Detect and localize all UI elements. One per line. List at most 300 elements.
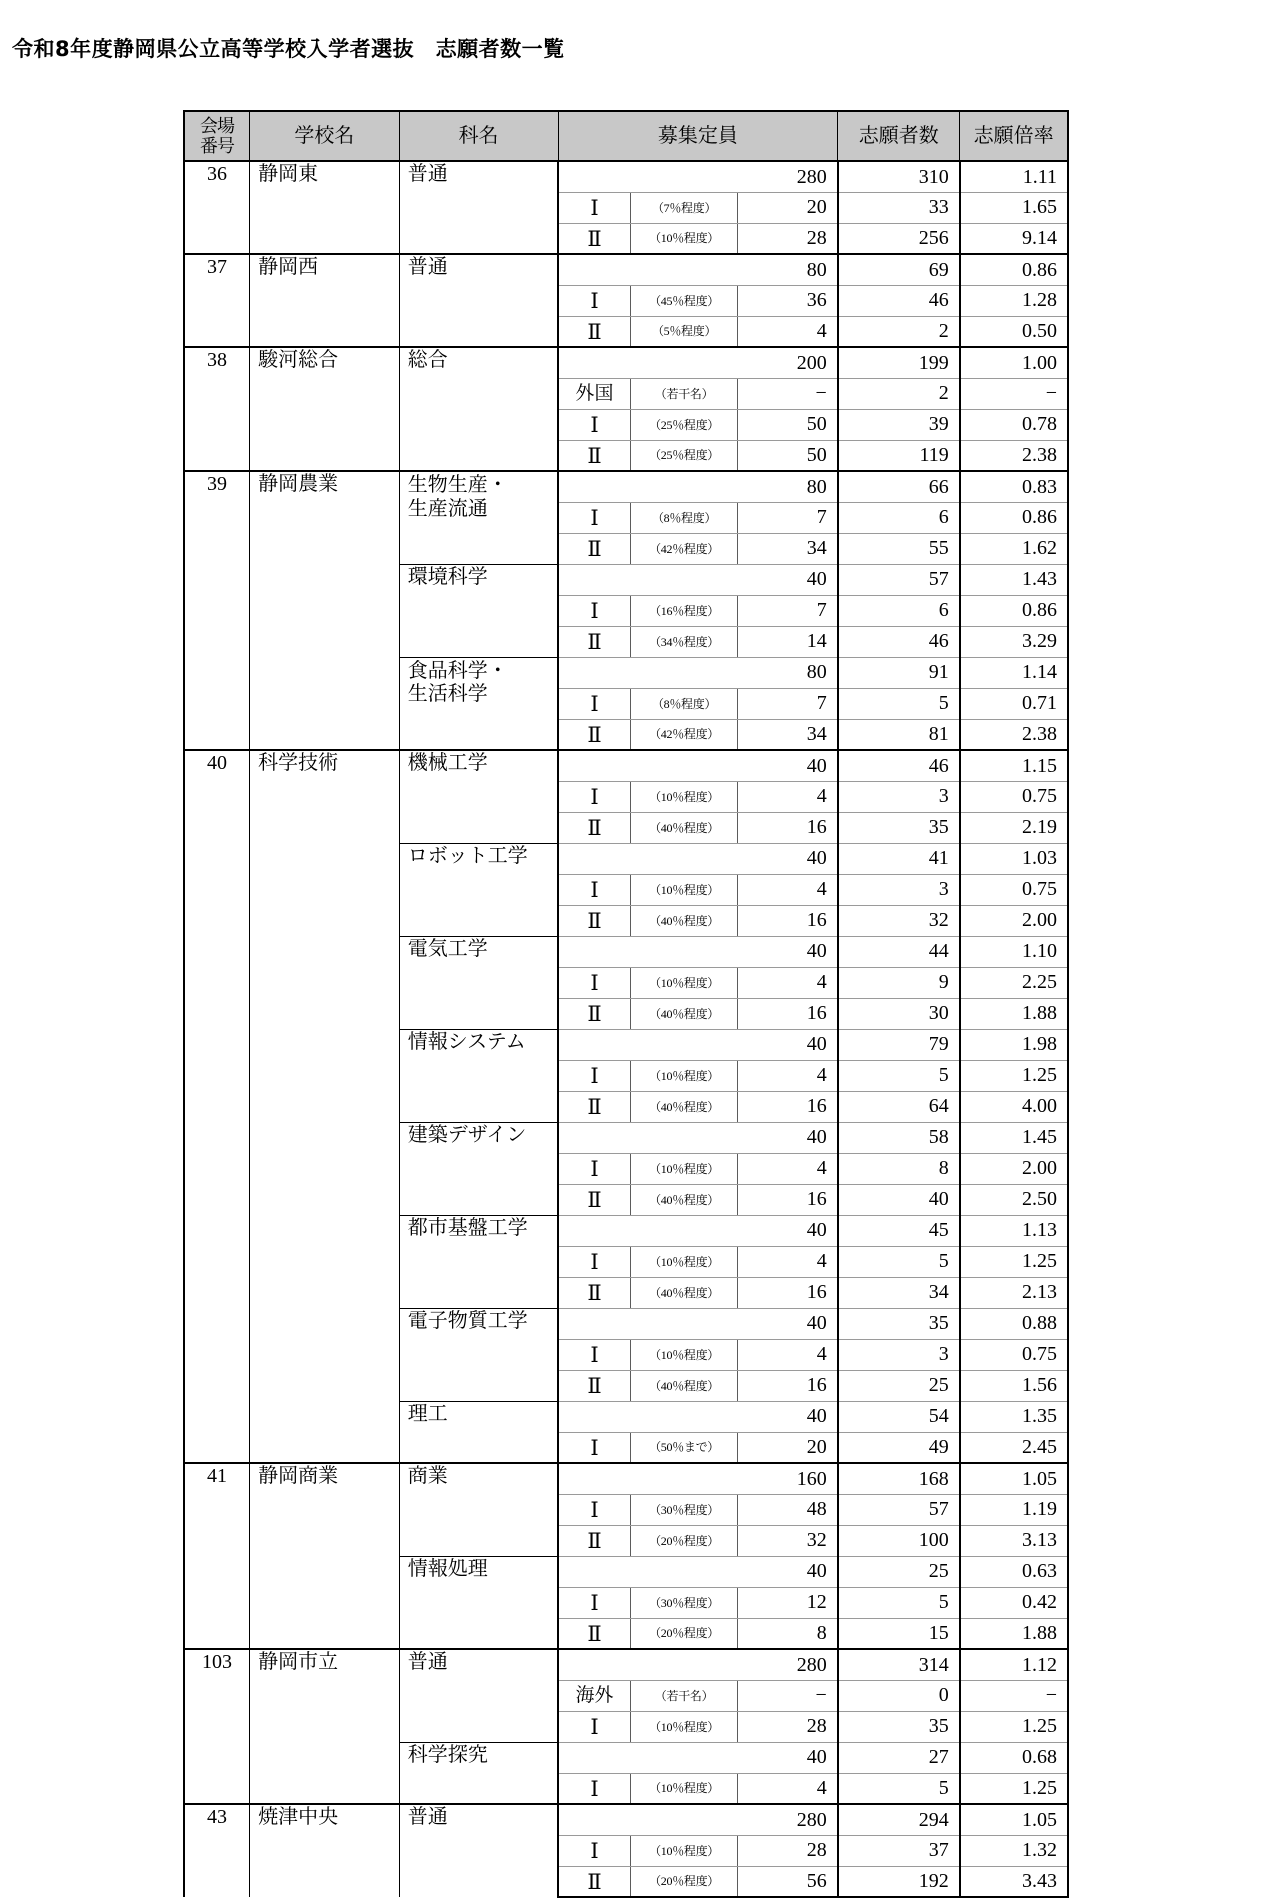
selection-percentage: （7％程度） [631, 192, 738, 223]
ratio-value: 0.86 [960, 502, 1068, 533]
quota-total: 40 [558, 1029, 838, 1060]
column-header-ratio: 志願倍率 [960, 111, 1068, 161]
selection-percentage: （42％程度） [631, 719, 738, 750]
ratio-value: 1.25 [960, 1246, 1068, 1277]
ratio-value: 0.71 [960, 688, 1068, 719]
ratio-value: 1.25 [960, 1711, 1068, 1742]
quota-value: 4 [738, 1246, 838, 1277]
course-name: ロボット工学 [399, 843, 558, 936]
school-name: 焼津中央 [250, 1804, 400, 1897]
selection-kind: Ⅰ [558, 1773, 631, 1804]
applicants-value: 46 [838, 750, 960, 781]
column-header-applicants: 志願者数 [838, 111, 960, 161]
selection-percentage: （25％程度） [631, 409, 738, 440]
column-header-course-name: 科名 [399, 111, 558, 161]
ratio-value: 1.10 [960, 936, 1068, 967]
selection-kind: Ⅱ [558, 998, 631, 1029]
quota-total: 40 [558, 1308, 838, 1339]
selection-percentage: （若干名） [631, 1680, 738, 1711]
table-row [184, 471, 1068, 502]
venue-number: 39 [184, 471, 250, 750]
selection-kind: Ⅰ [558, 781, 631, 812]
selection-kind: Ⅱ [558, 719, 631, 750]
ratio-value: 0.83 [960, 471, 1068, 502]
applicants-value: 0 [838, 1680, 960, 1711]
quota-value: 50 [738, 440, 838, 471]
ratio-value: 2.13 [960, 1277, 1068, 1308]
ratio-value: 2.00 [960, 1153, 1068, 1184]
applicants-value: 66 [838, 471, 960, 502]
quota-total: 40 [558, 1556, 838, 1587]
quota-value: 48 [738, 1494, 838, 1525]
applicants-value: 91 [838, 657, 960, 688]
column-header-school-name: 学校名 [250, 111, 400, 161]
course-name [399, 657, 558, 750]
school-name: 静岡東 [250, 161, 400, 254]
ratio-value: 0.68 [960, 1742, 1068, 1773]
ratio-value: 3.43 [960, 1866, 1068, 1897]
applicants-value: 49 [838, 1432, 960, 1463]
selection-kind: Ⅰ [558, 595, 631, 626]
table-row [184, 750, 1068, 781]
school-name: 静岡農業 [250, 471, 400, 750]
applicants-value: 25 [838, 1370, 960, 1401]
selection-percentage: （50％まで） [631, 1432, 738, 1463]
school-name: 静岡市立 [250, 1649, 400, 1804]
quota-value: 4 [738, 1773, 838, 1804]
ratio-value: 1.00 [960, 347, 1068, 378]
course-name [399, 471, 558, 564]
selection-percentage: （8％程度） [631, 688, 738, 719]
applicants-value: 79 [838, 1029, 960, 1060]
ratio-value: 0.86 [960, 595, 1068, 626]
ratio-value: 1.88 [960, 1618, 1068, 1649]
applicants-value: 46 [838, 626, 960, 657]
applicants-value: 46 [838, 285, 960, 316]
selection-percentage: （40％程度） [631, 1370, 738, 1401]
quota-value: 4 [738, 1339, 838, 1370]
selection-kind: Ⅰ [558, 192, 631, 223]
applicants-value: 25 [838, 1556, 960, 1587]
quota-total: 40 [558, 936, 838, 967]
applicants-value: 33 [838, 192, 960, 223]
quota-value: 4 [738, 1153, 838, 1184]
ratio-value: 1.25 [960, 1773, 1068, 1804]
ratio-value: 2.50 [960, 1184, 1068, 1215]
ratio-value: 1.65 [960, 192, 1068, 223]
selection-kind: Ⅰ [558, 502, 631, 533]
course-name: 普通 [399, 254, 558, 347]
selection-percentage: （40％程度） [631, 905, 738, 936]
selection-percentage: （40％程度） [631, 998, 738, 1029]
course-name: 情報システム [399, 1029, 558, 1122]
quota-value: 16 [738, 1091, 838, 1122]
selection-percentage: （30％程度） [631, 1587, 738, 1618]
ratio-value: 1.56 [960, 1370, 1068, 1401]
applicants-value: 2 [838, 378, 960, 409]
applicants-value: 54 [838, 1401, 960, 1432]
selection-percentage: （10％程度） [631, 223, 738, 254]
quota-value: 14 [738, 626, 838, 657]
selection-kind: Ⅰ [558, 1060, 631, 1091]
selection-percentage: （25％程度） [631, 440, 738, 471]
course-name-line1: 食品科学・ [407, 659, 508, 682]
selection-kind: Ⅰ [558, 688, 631, 719]
applicants-value: 199 [838, 347, 960, 378]
table-row [184, 1649, 1068, 1680]
school-name: 駿河総合 [250, 347, 400, 471]
ratio-value: 1.19 [960, 1494, 1068, 1525]
selection-percentage: （10％程度） [631, 1835, 738, 1866]
applicants-value: 3 [838, 874, 960, 905]
applicants-value: 57 [838, 1494, 960, 1525]
applicants-value: 57 [838, 564, 960, 595]
quota-value: 16 [738, 1370, 838, 1401]
applicants-value: 119 [838, 440, 960, 471]
applicants-value: 5 [838, 1773, 960, 1804]
quota-value: 16 [738, 998, 838, 1029]
ratio-value: 0.86 [960, 254, 1068, 285]
selection-percentage: （40％程度） [631, 1091, 738, 1122]
course-name: 科学探究 [399, 1742, 558, 1804]
selection-kind: Ⅰ [558, 1835, 631, 1866]
page-title: 令和8年度静岡県公立高等学校入学者選抜 志願者数一覧 [12, 37, 565, 61]
ratio-value: 0.42 [960, 1587, 1068, 1618]
quota-value: 56 [738, 1866, 838, 1897]
selection-percentage: （40％程度） [631, 812, 738, 843]
course-name: 普通 [399, 1804, 558, 1897]
selection-percentage: （10％程度） [631, 967, 738, 998]
applicants-value: 45 [838, 1215, 960, 1246]
ratio-value: 2.00 [960, 905, 1068, 936]
applicants-value: 64 [838, 1091, 960, 1122]
selection-kind: Ⅱ [558, 223, 631, 254]
applicants-value: 27 [838, 1742, 960, 1773]
ratio-value: 0.78 [960, 409, 1068, 440]
quota-value: 16 [738, 1184, 838, 1215]
course-name: 商業 [399, 1463, 558, 1556]
venue-number: 40 [184, 750, 250, 1463]
ratio-value: 1.62 [960, 533, 1068, 564]
ratio-value: 3.29 [960, 626, 1068, 657]
quota-value: 4 [738, 874, 838, 905]
ratio-value: 0.63 [960, 1556, 1068, 1587]
applicants-value: 37 [838, 1835, 960, 1866]
venue-number: 43 [184, 1804, 250, 1897]
quota-total: 80 [558, 657, 838, 688]
ratio-value: 1.45 [960, 1122, 1068, 1153]
quota-value: 4 [738, 781, 838, 812]
selection-kind: Ⅱ [558, 626, 631, 657]
selection-percentage: （若干名） [631, 378, 738, 409]
applicants-value: 6 [838, 595, 960, 626]
selection-percentage: （10％程度） [631, 1060, 738, 1091]
table-body [184, 161, 1068, 1897]
course-name: 情報処理 [399, 1556, 558, 1649]
applicants-value: 8 [838, 1153, 960, 1184]
quota-total: 40 [558, 1401, 838, 1432]
selection-kind: Ⅱ [558, 1525, 631, 1556]
quota-value: 36 [738, 285, 838, 316]
applicants-table-container [183, 110, 1069, 1898]
applicants-value: 55 [838, 533, 960, 564]
selection-kind: Ⅱ [558, 1091, 631, 1122]
table-row [184, 347, 1068, 378]
quota-value: 16 [738, 1277, 838, 1308]
applicants-table [183, 110, 1069, 1898]
selection-kind: Ⅱ [558, 440, 631, 471]
selection-kind: Ⅱ [558, 316, 631, 347]
venue-number: 41 [184, 1463, 250, 1649]
applicants-value: 3 [838, 781, 960, 812]
ratio-value: 1.43 [960, 564, 1068, 595]
column-header-quota: 募集定員 [558, 111, 838, 161]
selection-kind: Ⅰ [558, 1432, 631, 1463]
course-name: 電気工学 [399, 936, 558, 1029]
ratio-value: 2.38 [960, 719, 1068, 750]
quota-value: 7 [738, 595, 838, 626]
ratio-value: 1.25 [960, 1060, 1068, 1091]
selection-percentage: （40％程度） [631, 1184, 738, 1215]
quota-value: 4 [738, 316, 838, 347]
ratio-value: − [960, 378, 1068, 409]
quota-total: 40 [558, 1215, 838, 1246]
applicants-value: 100 [838, 1525, 960, 1556]
course-name: 環境科学 [399, 564, 558, 657]
quota-value: 16 [738, 812, 838, 843]
selection-percentage: （10％程度） [631, 1339, 738, 1370]
course-name: 建築デザイン [399, 1122, 558, 1215]
selection-percentage: （10％程度） [631, 1153, 738, 1184]
selection-percentage: （30％程度） [631, 1494, 738, 1525]
selection-kind: Ⅰ [558, 967, 631, 998]
ratio-value: 1.11 [960, 161, 1068, 192]
quota-total: 280 [558, 1804, 838, 1835]
ratio-value: 0.75 [960, 874, 1068, 905]
quota-value: 4 [738, 1060, 838, 1091]
selection-kind: Ⅰ [558, 1153, 631, 1184]
quota-total: 40 [558, 564, 838, 595]
quota-total: 80 [558, 254, 838, 285]
selection-kind: Ⅱ [558, 1184, 631, 1215]
applicants-value: 30 [838, 998, 960, 1029]
selection-kind: 外国 [558, 378, 631, 409]
selection-kind: Ⅱ [558, 1370, 631, 1401]
ratio-value: 0.75 [960, 781, 1068, 812]
quota-value: 34 [738, 533, 838, 564]
applicants-value: 34 [838, 1277, 960, 1308]
quota-total: 40 [558, 1742, 838, 1773]
quota-value: 34 [738, 719, 838, 750]
course-name: 都市基盤工学 [399, 1215, 558, 1308]
ratio-value: 1.32 [960, 1835, 1068, 1866]
ratio-value: 1.12 [960, 1649, 1068, 1680]
course-name-line2: 生活科学 [407, 683, 488, 705]
applicants-value: 5 [838, 1246, 960, 1277]
applicants-value: 44 [838, 936, 960, 967]
ratio-value: 9.14 [960, 223, 1068, 254]
quota-total: 40 [558, 750, 838, 781]
ratio-value: 2.38 [960, 440, 1068, 471]
selection-percentage: （20％程度） [631, 1618, 738, 1649]
quota-total: 160 [558, 1463, 838, 1494]
applicants-value: 168 [838, 1463, 960, 1494]
course-name: 普通 [399, 1649, 558, 1742]
ratio-value: 2.19 [960, 812, 1068, 843]
ratio-value: 1.28 [960, 285, 1068, 316]
selection-percentage: （10％程度） [631, 874, 738, 905]
selection-kind: 海外 [558, 1680, 631, 1711]
course-name: 理工 [399, 1401, 558, 1463]
selection-percentage: （20％程度） [631, 1525, 738, 1556]
selection-kind: Ⅱ [558, 1618, 631, 1649]
selection-percentage: （20％程度） [631, 1866, 738, 1897]
applicants-value: 58 [838, 1122, 960, 1153]
selection-kind: Ⅱ [558, 1866, 631, 1897]
selection-percentage: （40％程度） [631, 1277, 738, 1308]
selection-percentage: （8％程度） [631, 502, 738, 533]
selection-percentage: （34％程度） [631, 626, 738, 657]
quota-total: 280 [558, 1649, 838, 1680]
column-header-venue-number: 会場 番号 [184, 111, 250, 161]
selection-kind: Ⅰ [558, 1246, 631, 1277]
ratio-value: 2.25 [960, 967, 1068, 998]
school-name: 静岡西 [250, 254, 400, 347]
selection-percentage: （10％程度） [631, 1246, 738, 1277]
selection-percentage: （45％程度） [631, 285, 738, 316]
quota-value: 12 [738, 1587, 838, 1618]
ratio-value: − [960, 1680, 1068, 1711]
quota-value: 28 [738, 1711, 838, 1742]
applicants-value: 32 [838, 905, 960, 936]
ratio-value: 1.13 [960, 1215, 1068, 1246]
ratio-value: 3.13 [960, 1525, 1068, 1556]
selection-kind: Ⅰ [558, 1339, 631, 1370]
quota-value: 28 [738, 223, 838, 254]
course-name: 普通 [399, 161, 558, 254]
quota-total: 200 [558, 347, 838, 378]
quota-value: 50 [738, 409, 838, 440]
applicants-value: 41 [838, 843, 960, 874]
applicants-value: 3 [838, 1339, 960, 1370]
venue-number: 36 [184, 161, 250, 254]
ratio-value: 1.88 [960, 998, 1068, 1029]
selection-percentage: （5％程度） [631, 316, 738, 347]
applicants-value: 69 [838, 254, 960, 285]
applicants-value: 256 [838, 223, 960, 254]
applicants-value: 5 [838, 1587, 960, 1618]
ratio-value: 1.14 [960, 657, 1068, 688]
applicants-value: 314 [838, 1649, 960, 1680]
selection-percentage: （10％程度） [631, 1773, 738, 1804]
ratio-value: 0.75 [960, 1339, 1068, 1370]
quota-value: 32 [738, 1525, 838, 1556]
quota-value: 8 [738, 1618, 838, 1649]
course-name: 総合 [399, 347, 558, 471]
ratio-value: 0.88 [960, 1308, 1068, 1339]
quota-total: 40 [558, 1122, 838, 1153]
table-row [184, 1804, 1068, 1835]
table-row [184, 1463, 1068, 1494]
ratio-value: 2.45 [960, 1432, 1068, 1463]
course-name: 機械工学 [399, 750, 558, 843]
selection-kind: Ⅱ [558, 1277, 631, 1308]
quota-value: 7 [738, 688, 838, 719]
applicants-value: 9 [838, 967, 960, 998]
applicants-value: 5 [838, 688, 960, 719]
quota-value: 16 [738, 905, 838, 936]
selection-kind: Ⅱ [558, 905, 631, 936]
quota-value: − [738, 378, 838, 409]
applicants-value: 39 [838, 409, 960, 440]
ratio-value: 1.05 [960, 1804, 1068, 1835]
applicants-value: 35 [838, 1711, 960, 1742]
quota-value: 20 [738, 1432, 838, 1463]
course-name-line2: 生産流通 [407, 497, 488, 520]
applicants-value: 6 [838, 502, 960, 533]
ratio-value: 1.35 [960, 1401, 1068, 1432]
ratio-value: 1.98 [960, 1029, 1068, 1060]
school-name: 科学技術 [250, 750, 400, 1463]
table-row [184, 161, 1068, 192]
selection-percentage: （10％程度） [631, 781, 738, 812]
applicants-value: 35 [838, 812, 960, 843]
ratio-value: 1.15 [960, 750, 1068, 781]
ratio-value: 1.03 [960, 843, 1068, 874]
applicants-value: 15 [838, 1618, 960, 1649]
quota-value: 28 [738, 1835, 838, 1866]
applicants-value: 294 [838, 1804, 960, 1835]
selection-kind: Ⅰ [558, 1711, 631, 1742]
applicants-value: 192 [838, 1866, 960, 1897]
selection-percentage: （10％程度） [631, 1711, 738, 1742]
ratio-value: 4.00 [960, 1091, 1068, 1122]
quota-value: 4 [738, 967, 838, 998]
table-header-row [184, 111, 1068, 161]
applicants-value: 40 [838, 1184, 960, 1215]
quota-value: − [738, 1680, 838, 1711]
selection-kind: Ⅱ [558, 812, 631, 843]
selection-kind: Ⅰ [558, 285, 631, 316]
selection-kind: Ⅰ [558, 874, 631, 905]
applicants-value: 35 [838, 1308, 960, 1339]
course-name: 電子物質工学 [399, 1308, 558, 1401]
applicants-value: 5 [838, 1060, 960, 1091]
quota-value: 7 [738, 502, 838, 533]
selection-kind: Ⅰ [558, 1494, 631, 1525]
selection-kind: Ⅰ [558, 1587, 631, 1618]
ratio-value: 1.05 [960, 1463, 1068, 1494]
course-name-line1: 生物生産・ [407, 474, 508, 497]
venue-number: 103 [184, 1649, 250, 1804]
applicants-value: 2 [838, 316, 960, 347]
school-name: 静岡商業 [250, 1463, 400, 1649]
selection-percentage: （16％程度） [631, 595, 738, 626]
venue-number: 37 [184, 254, 250, 347]
selection-kind: Ⅰ [558, 409, 631, 440]
quota-total: 280 [558, 161, 838, 192]
applicants-value: 310 [838, 161, 960, 192]
quota-total: 80 [558, 471, 838, 502]
quota-total: 40 [558, 843, 838, 874]
quota-value: 20 [738, 192, 838, 223]
selection-kind: Ⅱ [558, 533, 631, 564]
ratio-value: 0.50 [960, 316, 1068, 347]
table-header [184, 111, 1068, 161]
table-row [184, 254, 1068, 285]
applicants-value: 81 [838, 719, 960, 750]
selection-percentage: （42％程度） [631, 533, 738, 564]
